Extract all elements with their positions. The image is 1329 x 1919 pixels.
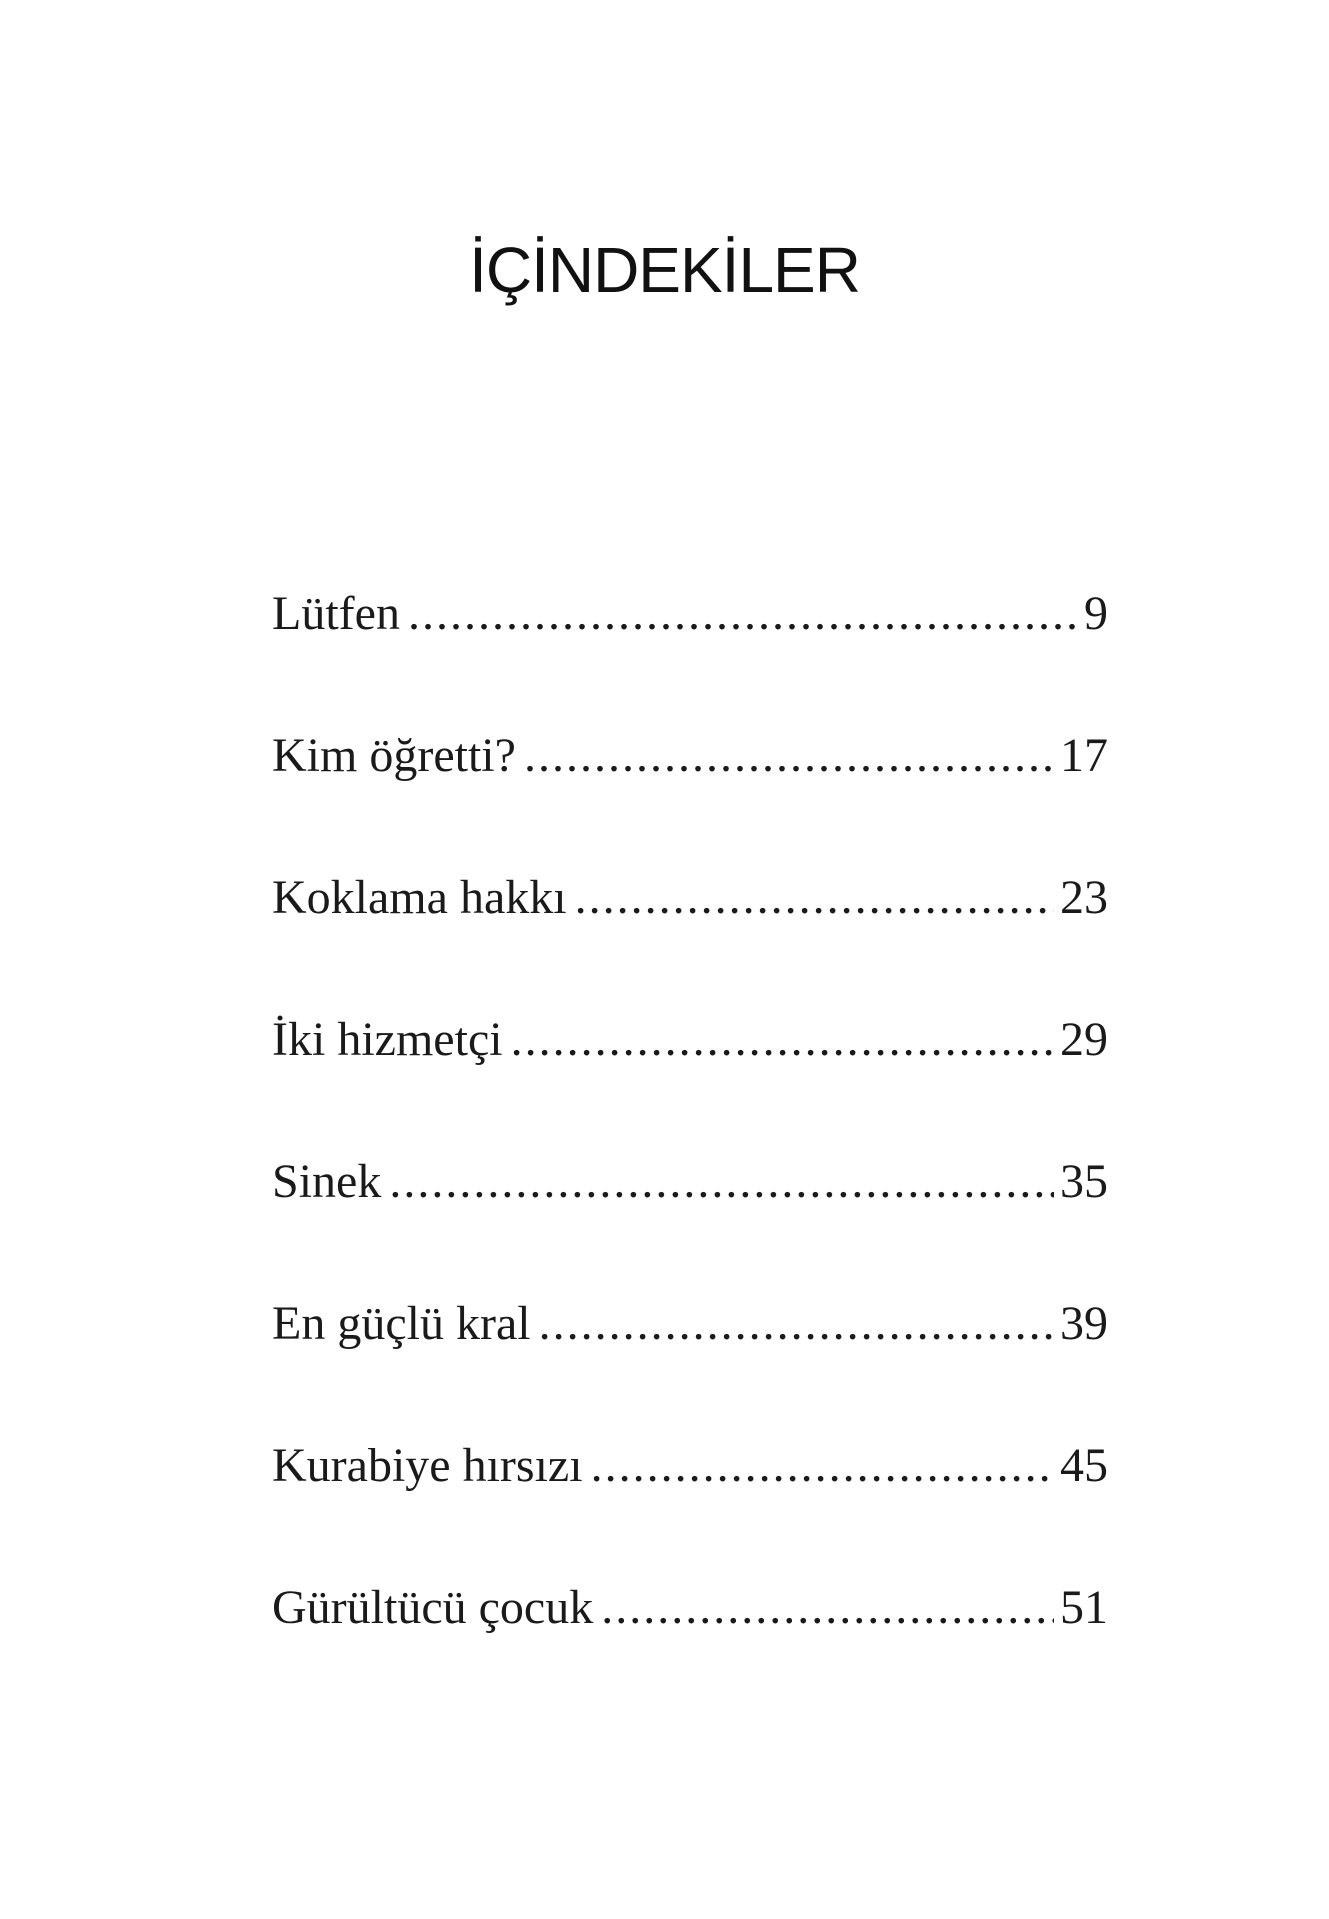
toc-entry-title: İki hizmetçi bbox=[272, 1013, 503, 1066]
dot-leader bbox=[408, 590, 1078, 638]
toc-entry[interactable] bbox=[272, 587, 1108, 732]
toc-entry-page: 45 bbox=[1060, 1439, 1108, 1492]
dot-leader bbox=[575, 874, 1054, 922]
toc-entry-page: 51 bbox=[1060, 1581, 1108, 1634]
toc-entry[interactable] bbox=[272, 871, 1108, 1016]
toc-entry-page: 29 bbox=[1060, 1013, 1108, 1066]
dot-leader bbox=[524, 732, 1054, 780]
dot-leader bbox=[591, 1442, 1054, 1490]
dot-leader bbox=[601, 1584, 1054, 1632]
toc-entry[interactable] bbox=[272, 1297, 1108, 1442]
toc-entry-title: Gürültücü çocuk bbox=[272, 1581, 594, 1634]
page-title: İÇİNDEKİLER bbox=[469, 234, 860, 306]
toc-entry[interactable] bbox=[272, 1013, 1108, 1158]
dot-leader bbox=[389, 1158, 1054, 1206]
dot-leader bbox=[539, 1300, 1054, 1348]
toc-entry[interactable] bbox=[272, 1581, 1108, 1726]
toc-entry[interactable] bbox=[272, 729, 1108, 874]
toc-entry-page: 35 bbox=[1060, 1155, 1108, 1208]
toc-entry-title: Kurabiye hırsızı bbox=[272, 1439, 583, 1492]
toc-entry-page: 17 bbox=[1060, 729, 1108, 782]
toc-entry-page: 23 bbox=[1060, 871, 1108, 924]
toc-entry[interactable] bbox=[272, 1155, 1108, 1300]
toc-entry-page: 39 bbox=[1060, 1297, 1108, 1350]
toc-entry-title: Koklama hakkı bbox=[272, 871, 567, 924]
toc-entry-page: 9 bbox=[1084, 587, 1108, 640]
table-of-contents bbox=[272, 587, 1108, 1726]
dot-leader bbox=[511, 1016, 1054, 1064]
toc-entry-title: Sinek bbox=[272, 1155, 382, 1208]
toc-entry-title: Kim öğretti? bbox=[272, 729, 516, 782]
toc-entry-title: En güçlü kral bbox=[272, 1297, 531, 1350]
toc-entry[interactable] bbox=[272, 1439, 1108, 1584]
toc-entry-title: Lütfen bbox=[272, 587, 400, 640]
